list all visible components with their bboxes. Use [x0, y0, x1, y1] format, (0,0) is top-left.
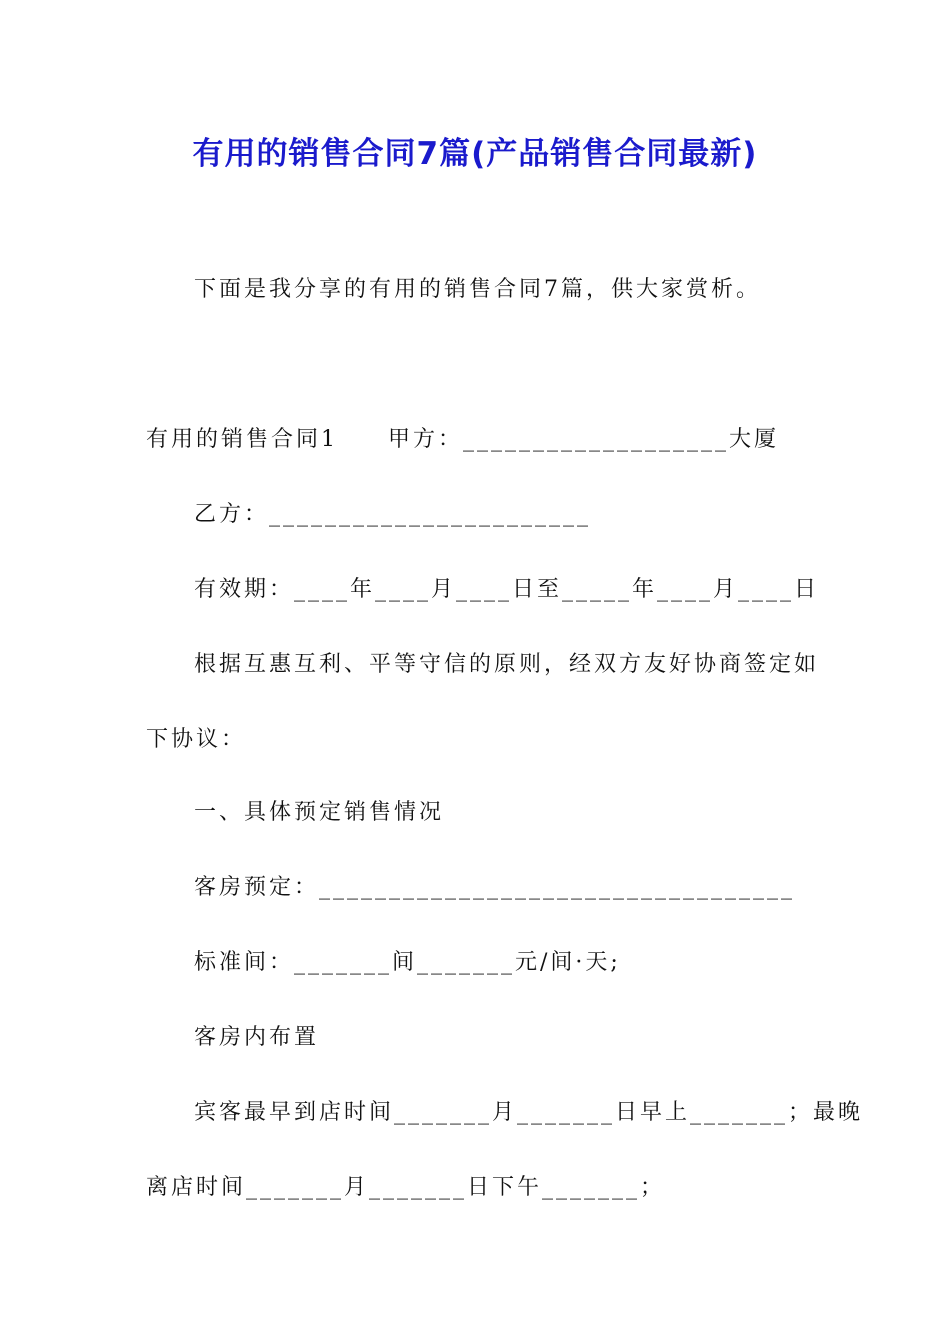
validity-period-line: 有效期：____年____月____日至_____年____月____日	[194, 577, 820, 602]
room-booking-line: 客房预定：__________________________________	[194, 875, 796, 900]
document-title: 有用的销售合同7篇(产品销售合同最新)	[192, 136, 758, 172]
contract-heading-party-a: 有用的销售合同1 甲方：___________________大厦	[146, 427, 779, 452]
party-b-line: 乙方：_______________________	[194, 502, 592, 527]
agreement-principle-continuation: 下协议：	[146, 727, 247, 752]
intro-paragraph: 下面是我分享的有用的销售合同7篇，供大家赏析。	[194, 277, 761, 302]
departure-time-line: 离店时间_______月_______日下午_______；	[146, 1175, 666, 1200]
agreement-principle-line: 根据互惠互利、平等守信的原则，经双方友好协商签定如	[194, 652, 820, 677]
arrival-time-line: 宾客最早到店时间_______月_______日早上_______；最晚	[194, 1100, 864, 1125]
room-layout-line: 客房内布置	[194, 1025, 320, 1050]
standard-room-line: 标准间：_______间_______元/间·天;	[194, 950, 621, 975]
section-heading-1: 一、具体预定销售情况	[194, 800, 445, 825]
